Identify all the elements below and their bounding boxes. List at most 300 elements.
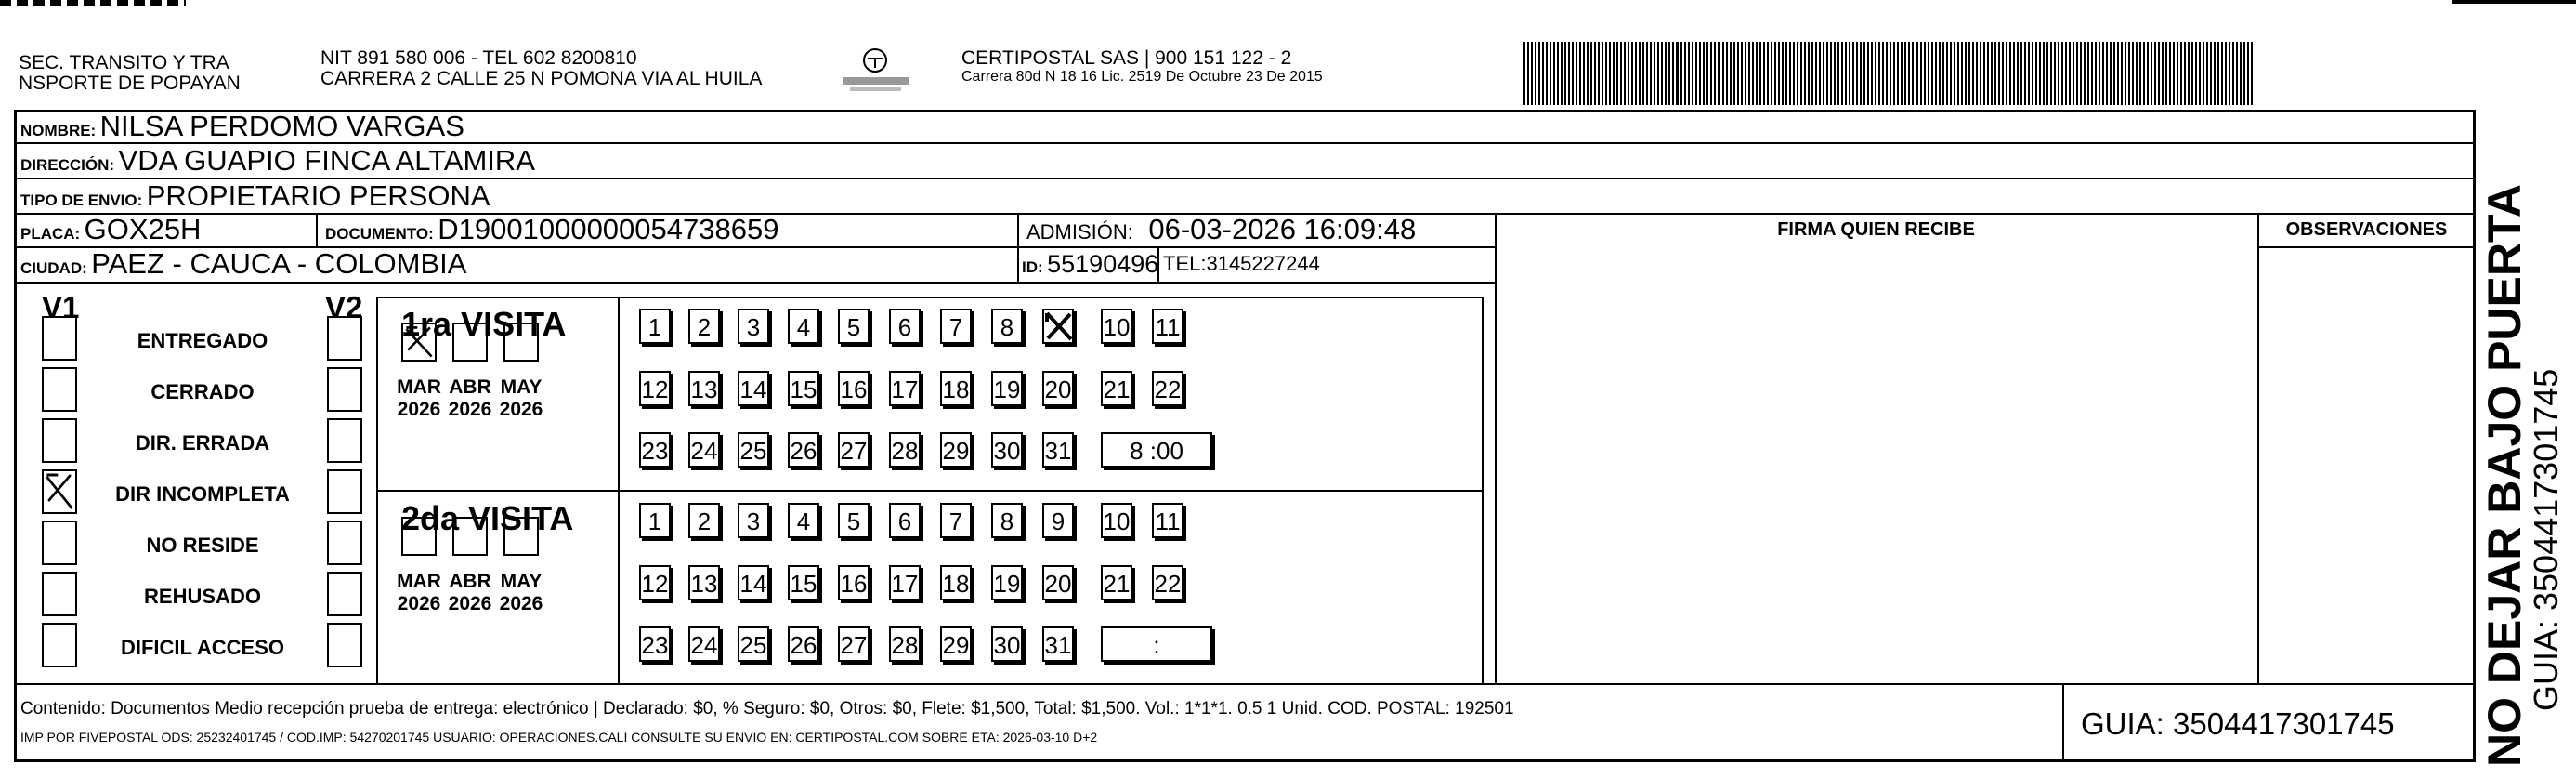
day-box: 6 xyxy=(889,503,921,538)
day-box: 14 xyxy=(738,565,769,600)
top-dash-mark xyxy=(0,0,186,6)
month-year: 2026 xyxy=(397,593,441,614)
sender-block xyxy=(19,53,241,94)
day-box: 26 xyxy=(788,432,819,468)
barcode-bar xyxy=(2229,42,2230,105)
barcode-bar xyxy=(2095,42,2097,105)
v1-checkbox xyxy=(42,316,77,361)
barcode-bar xyxy=(2162,42,2164,105)
nombre-row xyxy=(20,110,464,149)
barcode-bar xyxy=(1939,42,1941,105)
barcode-bar xyxy=(2158,42,2160,105)
barcode-bar xyxy=(2206,42,2208,105)
day-box: 22 xyxy=(1152,371,1183,406)
barcode-bar xyxy=(2154,42,2156,105)
barcode-bar xyxy=(1987,42,1989,105)
barcode-bar xyxy=(2151,42,2152,105)
barcode-bar xyxy=(2247,42,2249,105)
visit-2-title: 2da VISITA xyxy=(401,499,574,537)
barcode-bar xyxy=(1793,42,1795,105)
barcode-bar xyxy=(1695,42,1697,105)
company-block xyxy=(961,48,1323,86)
barcode-bar xyxy=(2084,42,2086,105)
id-row xyxy=(1022,247,1158,285)
barcode-bar xyxy=(2188,42,2190,105)
barcode-bar xyxy=(2017,42,2019,105)
barcode-bar xyxy=(1642,42,1644,105)
day-box: 23 xyxy=(639,626,671,662)
documento-value: D19001000000054738659 xyxy=(438,213,779,245)
barcode-bar xyxy=(2173,42,2175,105)
barcode-bar xyxy=(1965,42,1967,105)
month-name: ABR xyxy=(449,376,491,398)
barcode-bar xyxy=(1785,42,1787,105)
barcode-bar xyxy=(1756,42,1758,105)
admision-label: ADMISIÓN: xyxy=(1026,220,1133,244)
barcode-bar xyxy=(1572,42,1574,105)
day-box: 12 xyxy=(639,371,671,406)
barcode-bar xyxy=(2221,42,2223,105)
v1-label: V1 xyxy=(42,290,80,324)
month-name: MAY xyxy=(500,376,543,398)
side-no-dejar: NO DEJAR BAJO PUERTA xyxy=(2478,184,2530,767)
placa-value: GOX25H xyxy=(84,213,202,245)
month-name: ABR xyxy=(449,571,491,592)
v2-checkbox xyxy=(327,521,362,565)
barcode-bar xyxy=(1961,42,1963,105)
month-label xyxy=(442,376,498,421)
barcode-bar xyxy=(1968,42,1970,105)
day-box: 8 xyxy=(991,503,1023,538)
barcode-bar xyxy=(1972,42,1974,105)
barcode-bar xyxy=(2232,42,2234,105)
barcode-bar xyxy=(2043,42,2045,105)
barcode-bar xyxy=(1550,42,1551,105)
check-x-icon xyxy=(1044,310,1074,342)
barcode-bar xyxy=(2032,42,2033,105)
company-address: Carrera 80d N 18 16 Lic. 2519 De Octubre 23 De 2015 xyxy=(961,69,1323,85)
barcode-bar xyxy=(2009,42,2011,105)
barcode-bar xyxy=(2203,42,2204,105)
day-box: 11 xyxy=(1152,309,1183,344)
barcode-bar xyxy=(1991,42,1993,105)
barcode-bar xyxy=(1535,42,1536,105)
month-year: 2026 xyxy=(499,399,543,420)
placa-row xyxy=(20,213,201,252)
barcode-bar xyxy=(1722,42,1724,105)
barcode-bar xyxy=(1568,42,1570,105)
barcode-bar xyxy=(1590,42,1592,105)
barcode-bar xyxy=(1935,42,1937,105)
side-guia: GUIA: 3504417301745 xyxy=(2527,368,2565,711)
barcode-bar xyxy=(2177,42,2178,105)
day-box: 19 xyxy=(991,371,1023,406)
day-box: 13 xyxy=(688,565,720,600)
barcode-bar xyxy=(2199,42,2201,105)
barcode-bar xyxy=(1733,42,1735,105)
barcode-bar xyxy=(1811,42,1813,105)
day-box: 25 xyxy=(738,432,769,468)
barcode xyxy=(1523,42,2257,105)
barcode-bar xyxy=(2128,42,2130,105)
barcode-bar xyxy=(1579,42,1581,105)
v1-checkbox xyxy=(42,623,77,667)
day-box: 18 xyxy=(940,565,972,600)
barcode-bar xyxy=(1815,42,1817,105)
tipo-value: PROPIETARIO PERSONA xyxy=(146,179,490,212)
barcode-bar xyxy=(2143,42,2145,105)
direccion-label: DIRECCIÓN: xyxy=(20,156,115,174)
barcode-bar xyxy=(1863,42,1865,105)
v1-checkbox xyxy=(42,521,77,565)
day-box: 10 xyxy=(1101,503,1132,538)
id-value: 55190496 xyxy=(1047,250,1159,278)
barcode-bar xyxy=(2069,42,2071,105)
top-right-mark xyxy=(2452,0,2576,4)
day-box: 13 xyxy=(688,371,720,406)
barcode-bar xyxy=(2132,42,2134,105)
barcode-bar xyxy=(2046,42,2048,105)
day-box: 17 xyxy=(889,565,921,600)
barcode-bar xyxy=(2136,42,2138,105)
barcode-bar xyxy=(1819,42,1821,105)
barcode-bar xyxy=(1657,42,1659,105)
day-box: 19 xyxy=(991,565,1023,600)
barcode-bar xyxy=(2117,42,2119,105)
barcode-bar xyxy=(2121,42,2123,105)
barcode-bar xyxy=(1789,42,1791,105)
barcode-bar xyxy=(1767,42,1769,105)
barcode-bar xyxy=(1699,42,1701,105)
day-box: 20 xyxy=(1042,565,1074,600)
barcode-bar xyxy=(1646,42,1648,105)
barcode-bar xyxy=(1745,42,1746,105)
day-box: 7 xyxy=(940,503,972,538)
tel-row xyxy=(1163,247,1320,284)
barcode-bar xyxy=(2035,42,2037,105)
v2-checkbox xyxy=(327,623,362,667)
barcode-bar xyxy=(1748,42,1750,105)
month-name: MAR xyxy=(397,376,441,398)
barcode-bar xyxy=(1845,42,1847,105)
day-box: 15 xyxy=(788,371,819,406)
barcode-bar xyxy=(2024,42,2026,105)
day-box: 23 xyxy=(639,432,671,468)
barcode-bar xyxy=(1983,42,1985,105)
day-box: 31 xyxy=(1042,432,1074,468)
barcode-bar xyxy=(1703,42,1705,105)
barcode-bar xyxy=(1901,42,1903,105)
barcode-bar xyxy=(1763,42,1765,105)
ciudad-row xyxy=(20,247,466,286)
sender-line-1: SEC. TRANSITO Y TRA xyxy=(19,52,229,73)
barcode-bar xyxy=(1676,42,1679,105)
nombre-label: NOMBRE: xyxy=(20,122,97,139)
barcode-bar xyxy=(2006,42,2007,105)
barcode-bar xyxy=(1856,42,1858,105)
month-checkbox xyxy=(401,517,437,556)
day-box: 25 xyxy=(738,626,769,662)
day-box: 4 xyxy=(788,503,819,538)
barcode-bar xyxy=(2210,42,2212,105)
barcode-bar xyxy=(1834,42,1836,105)
barcode-bar xyxy=(1616,42,1618,105)
barcode-bar xyxy=(1804,42,1806,105)
barcode-bar xyxy=(1931,42,1933,105)
barcode-bar xyxy=(1878,42,1880,105)
barcode-bar xyxy=(2065,42,2067,105)
day-box: 28 xyxy=(889,626,921,662)
barcode-bar xyxy=(1797,42,1798,105)
day-box: 6 xyxy=(889,309,921,344)
month-label xyxy=(442,571,498,615)
day-box: 17 xyxy=(889,371,921,406)
direccion-row xyxy=(20,144,535,183)
barcode-bar xyxy=(1916,42,1918,105)
barcode-bar xyxy=(1957,42,1959,105)
barcode-bar xyxy=(1852,42,1854,105)
company-line: CERTIPOSTAL SAS | 900 151 122 - 2 xyxy=(961,47,1292,69)
status-label: REHUSADO xyxy=(144,585,261,608)
barcode-bar xyxy=(1531,42,1533,105)
day-box: 7 xyxy=(940,309,972,344)
direccion-value: VDA GUAPIO FINCA ALTAMIRA xyxy=(118,144,535,177)
v1-checkbox xyxy=(42,367,77,412)
day-box: 2 xyxy=(688,309,720,344)
barcode-bar xyxy=(1980,42,1981,105)
barcode-bar xyxy=(1890,42,1891,105)
address-line: CARRERA 2 CALLE 25 N POMONA VIA AL HUILA xyxy=(320,68,763,89)
barcode-bar xyxy=(1661,42,1663,105)
month-checkbox xyxy=(452,517,488,556)
barcode-bar xyxy=(2076,42,2078,105)
barcode-bar xyxy=(2191,42,2193,105)
barcode-bar xyxy=(2214,42,2216,105)
barcode-bar xyxy=(1624,42,1626,105)
month-year: 2026 xyxy=(397,399,441,420)
admision-value: 06-03-2026 16:09:48 xyxy=(1148,213,1417,245)
barcode-bar xyxy=(2039,42,2041,105)
day-box: 31 xyxy=(1042,626,1074,662)
v2-checkbox xyxy=(327,367,362,412)
barcode-bar xyxy=(1774,42,1776,105)
day-box: 10 xyxy=(1101,309,1132,344)
day-box: 1 xyxy=(639,503,671,538)
barcode-bar xyxy=(1542,42,1544,105)
barcode-bar xyxy=(1718,42,1720,105)
day-box: 2 xyxy=(688,503,720,538)
time-box: : xyxy=(1101,626,1212,662)
barcode-bar xyxy=(1546,42,1548,105)
barcode-bar xyxy=(2184,42,2186,105)
day-box: 15 xyxy=(788,565,819,600)
barcode-bar xyxy=(1924,42,1926,105)
documento-row xyxy=(325,213,778,252)
barcode-bar xyxy=(1904,42,1906,105)
barcode-bar xyxy=(2139,42,2141,105)
barcode-bar xyxy=(1920,42,1922,105)
footer-contenido: Contenido: Documentos Medio recepción prueba de entrega: electrónico | Declarado: $0, % Seguro: $0, Otros: $0, Flete: $1,500, Total: $1,500. Vol.: 1*1*1. 0.5 1 Unid. COD. POSTAL: 192501 xyxy=(20,699,1514,719)
check-x-icon xyxy=(44,471,75,512)
side-text xyxy=(2480,135,2564,767)
barcode-bar xyxy=(1867,42,1869,105)
barcode-bar xyxy=(1650,42,1652,105)
barcode-bar xyxy=(2110,42,2112,105)
month-checkbox xyxy=(452,323,488,362)
day-box: 11 xyxy=(1152,503,1183,538)
barcode-bar xyxy=(1587,42,1589,105)
tipo-label: TIPO DE ENVIO: xyxy=(20,191,143,209)
month-label xyxy=(493,571,549,615)
month-name: MAY xyxy=(500,571,543,592)
barcode-bar xyxy=(1710,42,1712,105)
barcode-bar xyxy=(1897,42,1899,105)
barcode-bar xyxy=(1998,42,2000,105)
observaciones-label: OBSERVACIONES xyxy=(2285,219,2448,240)
barcode-bar xyxy=(1808,42,1810,105)
barcode-bar xyxy=(2061,42,2063,105)
barcode-bar xyxy=(1672,42,1674,105)
ciudad-label: CIUDAD: xyxy=(20,259,87,277)
day-box: 16 xyxy=(838,371,870,406)
barcode-bar xyxy=(1583,42,1585,105)
firma-label: FIRMA QUIEN RECIBE xyxy=(1777,219,1975,240)
v2-checkbox xyxy=(327,316,362,361)
v1-checkbox xyxy=(42,469,77,514)
day-box: 3 xyxy=(738,309,769,344)
v2-label: V2 xyxy=(325,290,363,324)
day-box: 4 xyxy=(788,309,819,344)
barcode-bar xyxy=(2169,42,2171,105)
month-checkbox xyxy=(503,323,539,362)
day-box: 27 xyxy=(838,432,870,468)
day-box: 20 xyxy=(1042,371,1074,406)
documento-label: DOCUMENTO: xyxy=(325,225,434,243)
status-label: NO RESIDE xyxy=(146,534,259,557)
barcode-bar xyxy=(1837,42,1839,105)
barcode-bar xyxy=(1928,42,1929,105)
barcode-bar xyxy=(1950,42,1952,105)
status-label: DIR. ERRADA xyxy=(135,431,270,455)
barcode-bar xyxy=(2099,42,2100,105)
barcode-bar xyxy=(1741,42,1743,105)
barcode-bar xyxy=(1527,42,1529,105)
barcode-bar xyxy=(1908,42,1910,105)
certipostal-logo xyxy=(841,42,910,98)
month-checkbox xyxy=(503,517,539,556)
barcode-bar xyxy=(1620,42,1622,105)
month-name: MAR xyxy=(397,571,441,592)
barcode-bar xyxy=(2013,42,2015,105)
day-box: 30 xyxy=(991,626,1023,662)
barcode-bar xyxy=(1564,42,1566,105)
barcode-bar xyxy=(1639,42,1641,105)
barcode-bar xyxy=(2091,42,2093,105)
barcode-bar xyxy=(1875,42,1876,105)
barcode-bar xyxy=(2165,42,2167,105)
barcode-bar xyxy=(1706,42,1708,105)
day-box xyxy=(1042,309,1074,344)
v1-checkbox xyxy=(42,572,77,616)
barcode-bar xyxy=(2106,42,2108,105)
barcode-bar xyxy=(1668,42,1670,105)
placa-label: PLACA: xyxy=(20,225,81,243)
barcode-bar xyxy=(1860,42,1862,105)
barcode-bar xyxy=(1609,42,1611,105)
barcode-bar xyxy=(1737,42,1739,105)
barcode-bar xyxy=(1800,42,1802,105)
day-box: 28 xyxy=(889,432,921,468)
barcode-bar xyxy=(1602,42,1603,105)
day-box: 5 xyxy=(838,503,870,538)
day-box: 21 xyxy=(1101,565,1132,600)
footer-guia: GUIA: 3504417301745 xyxy=(2081,706,2395,741)
barcode-bar xyxy=(1976,42,1978,105)
barcode-bar xyxy=(1598,42,1600,105)
day-box: 8 xyxy=(991,309,1023,344)
v2-checkbox xyxy=(327,418,362,463)
barcode-bar xyxy=(1830,42,1832,105)
barcode-bar xyxy=(2080,42,2082,105)
barcode-bar xyxy=(1730,42,1732,105)
barcode-bar xyxy=(1576,42,1577,105)
status-label: DIR INCOMPLETA xyxy=(115,482,290,506)
month-year: 2026 xyxy=(448,399,492,420)
check-x-icon xyxy=(403,324,435,360)
barcode-bar xyxy=(2058,42,2059,105)
barcode-bar xyxy=(1826,42,1828,105)
day-box: 26 xyxy=(788,626,819,662)
barcode-bar xyxy=(1553,42,1555,105)
barcode-bar xyxy=(1849,42,1850,105)
footer-imp: IMP POR FIVEPOSTAL ODS: 25232401745 / COD.IMP: 54270201745 USUARIO: OPERACIONES.CALI CONSULTE SU ENVIO EN: CERTIPOSTAL.COM SOBRE ETA: 2026-03-10 D+2 xyxy=(20,730,1098,745)
barcode-bar xyxy=(1613,42,1615,105)
day-box: 12 xyxy=(639,565,671,600)
nit-line: NIT 891 580 006 - TEL 602 8200810 xyxy=(320,47,637,69)
barcode-bar xyxy=(1823,42,1824,105)
status-label: ENTREGADO xyxy=(137,329,268,352)
barcode-bar xyxy=(2195,42,2197,105)
barcode-bar xyxy=(2180,42,2182,105)
barcode-bar xyxy=(2225,42,2227,105)
barcode-bar xyxy=(1782,42,1784,105)
month-label xyxy=(391,571,447,615)
month-label xyxy=(493,376,549,421)
barcode-bar xyxy=(1954,42,1955,105)
barcode-bar xyxy=(2102,42,2104,105)
day-box: 27 xyxy=(838,626,870,662)
barcode-bar xyxy=(1994,42,1996,105)
barcode-bar xyxy=(2073,42,2074,105)
barcode-bar xyxy=(1882,42,1884,105)
tel-label: TEL: xyxy=(1163,252,1207,275)
barcode-bar xyxy=(1523,42,1525,105)
barcode-bar xyxy=(1665,42,1667,105)
day-box: 9 xyxy=(1042,503,1074,538)
v1-checkbox xyxy=(42,418,77,463)
barcode-bar xyxy=(1942,42,1944,105)
barcode-bar xyxy=(1688,42,1690,105)
barcode-bar xyxy=(2240,42,2242,105)
sender-line-2: NSPORTE DE POPAYAN xyxy=(19,73,241,94)
barcode-bar xyxy=(1594,42,1596,105)
barcode-bar xyxy=(1635,42,1637,105)
barcode-bar xyxy=(2243,42,2245,105)
barcode-bar xyxy=(1684,42,1686,105)
barcode-bar xyxy=(2002,42,2004,105)
barcode-bar xyxy=(1871,42,1873,105)
month-checkbox xyxy=(401,323,437,362)
